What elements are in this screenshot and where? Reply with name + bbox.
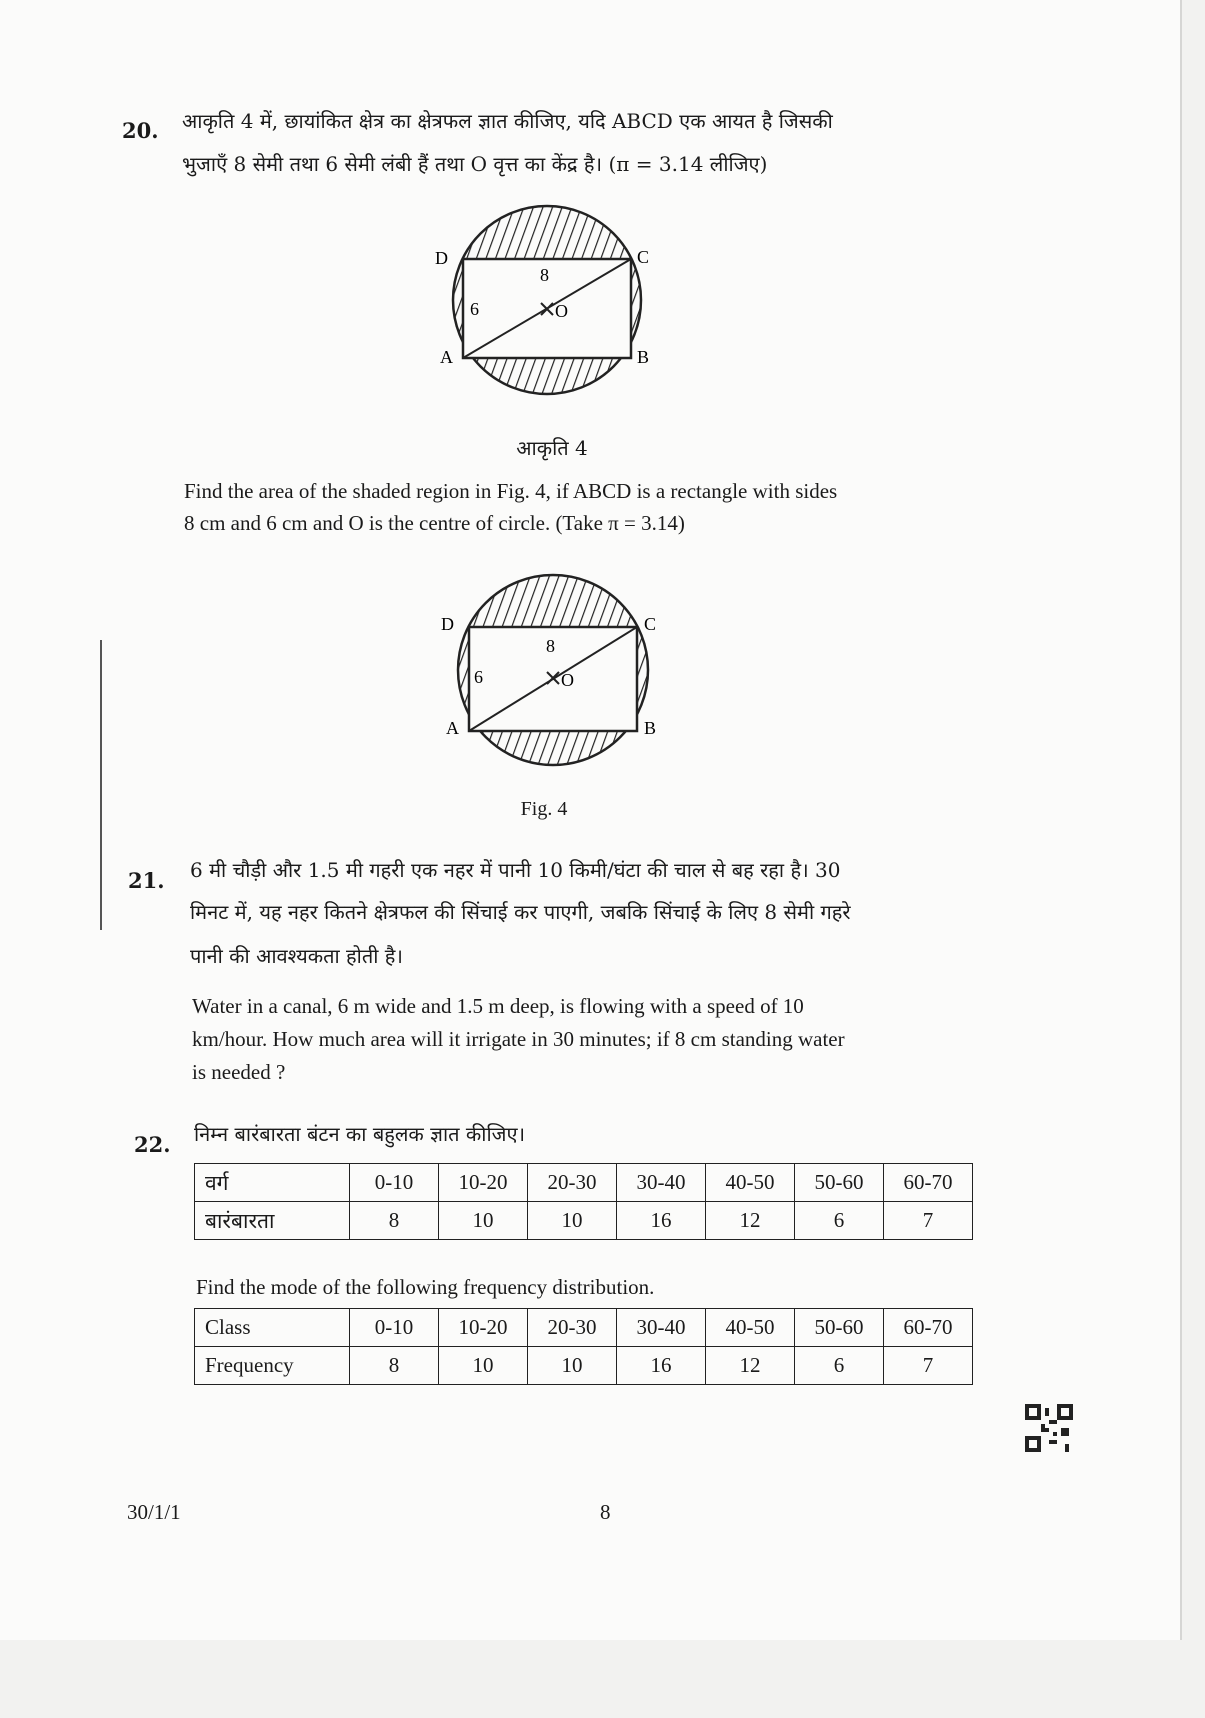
- q21-hindi-line-1: 6 मी चौड़ी और 1.5 मी गहरी एक नहर में पानी 10 किमी/घंटा की चाल से बह रहा है। 30: [190, 858, 841, 882]
- fig1-vertex-b: B: [637, 347, 650, 367]
- table-cell: 16: [617, 1202, 706, 1240]
- q21-hindi-line-3: पानी की आवश्यकता होती है।: [190, 944, 403, 968]
- table-row: [195, 1164, 973, 1202]
- table-cell: 6: [795, 1347, 884, 1385]
- table-cell: 10: [439, 1347, 528, 1385]
- table-cell: 50-60: [795, 1309, 884, 1347]
- q20-english-line-2: 8 cm and 6 cm and O is the centre of circle. (Take π = 3.14): [184, 511, 685, 535]
- table-cell: 7: [884, 1347, 973, 1385]
- table-cell: 8: [350, 1347, 439, 1385]
- table-cell: 10-20: [439, 1164, 528, 1202]
- figure-4-hindi: [430, 200, 670, 440]
- table-row-label: Class: [195, 1309, 350, 1347]
- fig-caption-hindi: आकृति 4: [516, 436, 588, 460]
- table-row-label: Frequency: [195, 1347, 350, 1385]
- q22-english-text: Find the mode of the following frequency distribution.: [196, 1275, 655, 1299]
- fig1-length-label: 8: [540, 265, 549, 285]
- table-cell: 6: [795, 1202, 884, 1240]
- q21-hindi-line-2: मिनट में, यह नहर कितने क्षेत्रफल की सिंचाई कर पाएगी, जबकि सिंचाई के लिए 8 सेमी गहरे: [190, 900, 851, 924]
- q20-hindi-line-2: भुजाएँ 8 सेमी तथा 6 सेमी लंबी हैं तथा O वृत्त का केंद्र है। (π = 3.14 लीजिए): [182, 152, 768, 176]
- frequency-table-hindi: [194, 1163, 973, 1240]
- table-cell: 20-30: [528, 1309, 617, 1347]
- table-cell: 0-10: [350, 1164, 439, 1202]
- figure-4-english: [436, 570, 676, 800]
- table-row: [195, 1347, 973, 1385]
- table-cell: 30-40: [617, 1164, 706, 1202]
- fig2-width-label: 6: [474, 667, 483, 687]
- fig2-vertex-d: D: [441, 614, 454, 634]
- table-cell: 12: [706, 1347, 795, 1385]
- fig1-vertex-d: D: [435, 248, 448, 268]
- q20-english-line-1: Find the area of the shaded region in Fig. 4, if ABCD is a rectangle with sides: [184, 479, 838, 503]
- question-number-21: 21.: [128, 868, 165, 893]
- table-cell: 60-70: [884, 1309, 973, 1347]
- fig1-center-label: O: [555, 301, 568, 321]
- fig2-length-label: 8: [546, 636, 555, 656]
- fig-caption-english: Fig. 4: [520, 798, 568, 820]
- table-cell: 10-20: [439, 1309, 528, 1347]
- table-row: [195, 1202, 973, 1240]
- table-cell: 10: [439, 1202, 528, 1240]
- q21-english-line-3: is needed ?: [192, 1060, 286, 1084]
- table-cell: 16: [617, 1347, 706, 1385]
- q20-hindi-line-1: आकृति 4 में, छायांकित क्षेत्र का क्षेत्रफल ज्ञात कीजिए, यदि ABCD एक आयत है जिसकी: [182, 109, 833, 133]
- question-number-20: 20.: [122, 118, 159, 143]
- frequency-table-english: [194, 1308, 973, 1385]
- table-cell: 0-10: [350, 1309, 439, 1347]
- q21-english-line-1: Water in a canal, 6 m wide and 1.5 m deep, is flowing with a speed of 10: [192, 994, 804, 1018]
- table-cell: 8: [350, 1202, 439, 1240]
- table-cell: 10: [528, 1347, 617, 1385]
- table-cell: 7: [884, 1202, 973, 1240]
- table-cell: 40-50: [706, 1164, 795, 1202]
- table-cell: 12: [706, 1202, 795, 1240]
- table-cell: 50-60: [795, 1164, 884, 1202]
- qr-code-icon: [1025, 1404, 1073, 1452]
- q21-english-line-2: km/hour. How much area will it irrigate in 30 minutes; if 8 cm standing water: [192, 1027, 845, 1051]
- fig2-vertex-b: B: [644, 718, 657, 738]
- table-row-label: बारंबारता: [195, 1202, 350, 1240]
- table-cell: 10: [528, 1202, 617, 1240]
- table-cell: 30-40: [617, 1309, 706, 1347]
- table-row-label: वर्ग: [195, 1164, 350, 1202]
- fig1-width-label: 6: [470, 299, 479, 319]
- fig2-vertex-a: A: [446, 718, 459, 738]
- table-row: [195, 1309, 973, 1347]
- fig1-vertex-a: A: [440, 347, 453, 367]
- fig1-vertex-c: C: [637, 247, 650, 267]
- paper-code: 30/1/1: [127, 1500, 181, 1524]
- fig2-vertex-c: C: [644, 614, 657, 634]
- question-number-22: 22.: [134, 1132, 171, 1157]
- margin-line: [100, 640, 102, 930]
- table-cell: 20-30: [528, 1164, 617, 1202]
- table-cell: 60-70: [884, 1164, 973, 1202]
- fig2-center-label: O: [561, 670, 574, 690]
- q22-hindi-text: निम्न बारंबारता बंटन का बहुलक ज्ञात कीजिए।: [194, 1122, 526, 1146]
- page-number: 8: [600, 1500, 611, 1524]
- table-cell: 40-50: [706, 1309, 795, 1347]
